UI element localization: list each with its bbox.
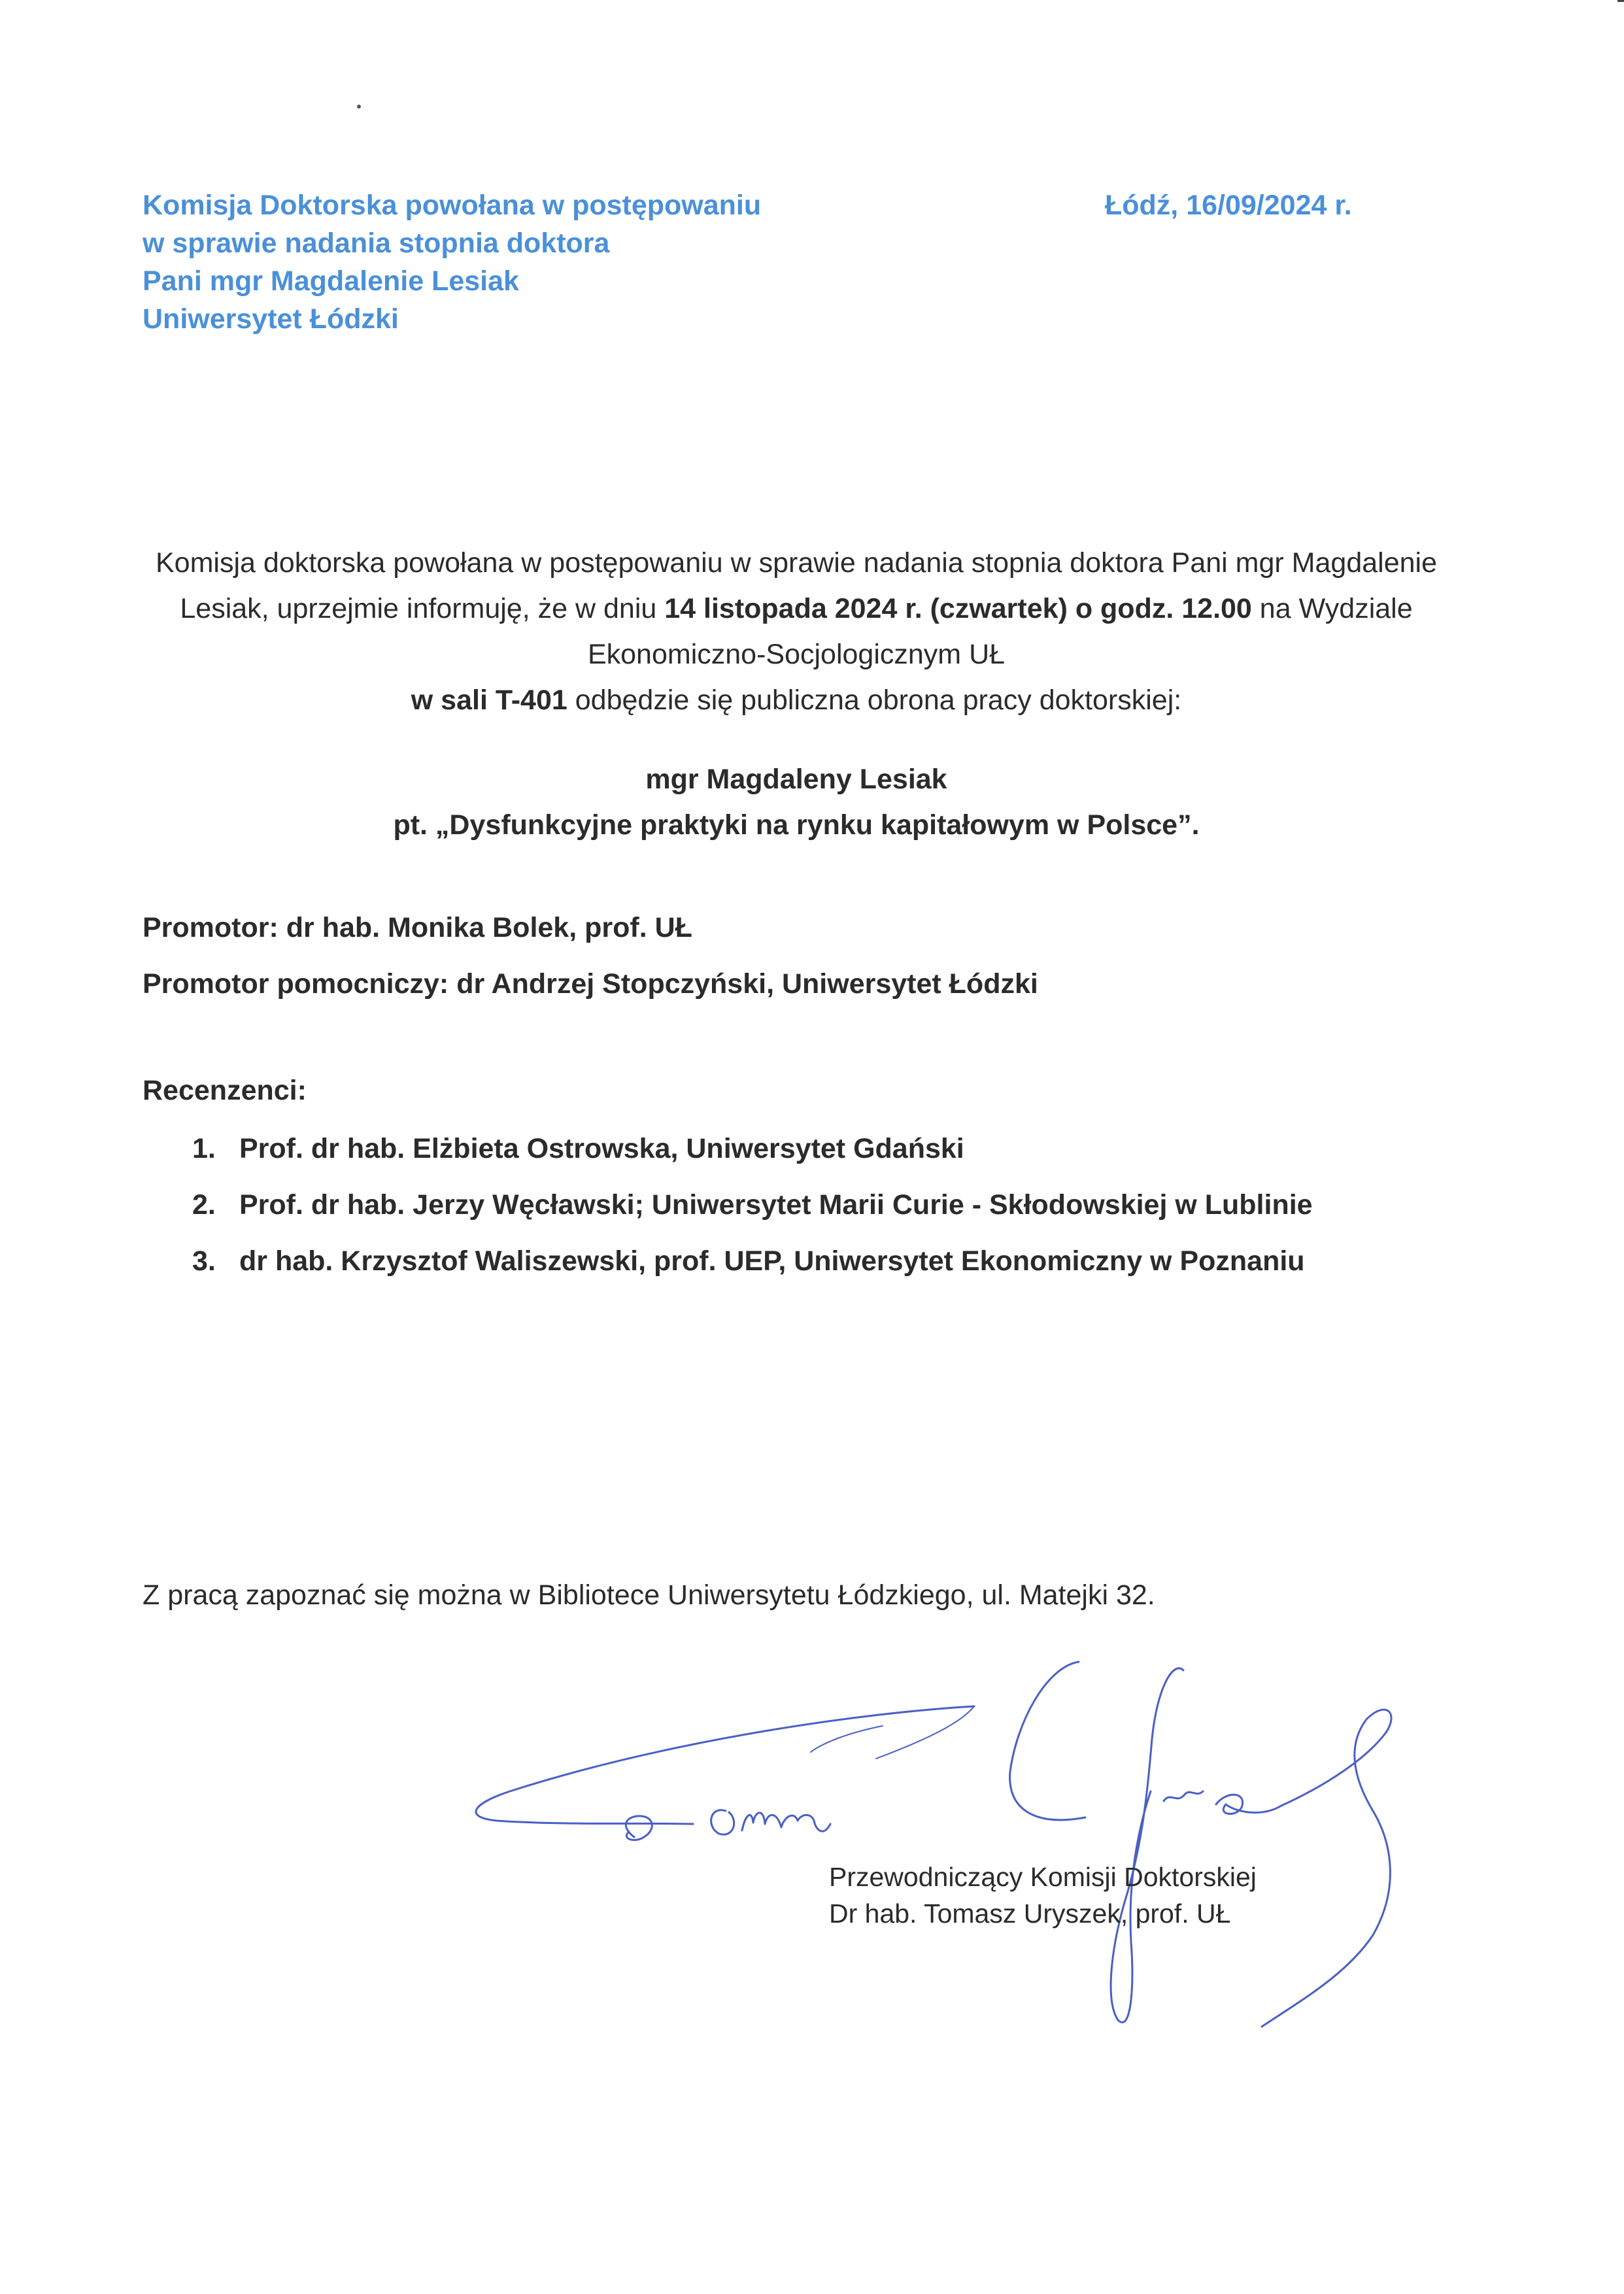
header-committee [143, 186, 927, 338]
thesis-candidate: mgr Magdaleny Lesiak [645, 764, 947, 795]
signature-stroke [476, 1706, 974, 1824]
signatory-name: Dr hab. Tomasz Uryszek, prof. UŁ [829, 1898, 1231, 1929]
reviewers-heading: Recenzenci: [143, 1075, 307, 1106]
library-note: Z pracą zapoznać się można w Bibliotece Uniwersytetu Łódzkiego, ul. Matejki 32. [143, 1579, 1155, 1611]
reviewer-text: dr hab. Krzysztof Waliszewski, prof. UEP, Uniwersytet Ekonomiczny w Poznaniu [239, 1245, 1305, 1277]
header-line: w sprawie nadania stopnia doktora [143, 228, 610, 259]
reviewer-number: 2. [192, 1189, 216, 1221]
intro-text: odbędzie się publiczna obrona pracy doktorskiej: [567, 684, 1182, 716]
header-line: Pani mgr Magdalenie Lesiak [143, 265, 519, 297]
intro-text: na Wydziale Ekonomiczno-Socjologicznym UŁ [587, 593, 1413, 670]
header-date: Łódź, 16/09/2024 r. [1105, 190, 1352, 221]
promotor: Promotor: dr hab. Monika Bolek, prof. UŁ [143, 912, 692, 943]
reviewer-text: Prof. dr hab. Jerzy Węcławski; Uniwersytet Marii Curie - Skłodowskiej w Lublinie [239, 1189, 1313, 1221]
signature-stroke [1010, 1662, 1085, 1820]
header-line: Uniwersytet Łódzki [143, 303, 399, 335]
intro-paragraph [143, 540, 1450, 723]
assistant-promotor: Promotor pomocniczy: dr Andrzej Stopczyński, Uniwersytet Łódzki [143, 968, 1038, 1000]
signature-stroke [742, 1813, 830, 1831]
signature-stroke [1216, 1795, 1281, 1813]
signature-caption [829, 1859, 1257, 1932]
scan-edge-mark [1617, 0, 1624, 2]
intro-text: Komisja doktorska powołana w postępowaniu w sprawie nadania stopnia doktora Pani mgr Magdalenie Lesiak, uprzejmie informuję, że w dniu [155, 547, 1438, 624]
signature-stroke [1262, 1710, 1391, 2027]
scan-dot [357, 105, 361, 109]
reviewer-item [143, 1121, 1416, 1177]
signature-stroke [1111, 1668, 1183, 2023]
signature-stroke [626, 1816, 652, 1840]
signature-stroke [711, 1810, 734, 1834]
intro-date: 14 listopada 2024 r. (czwartek) o godz. 12.00 [664, 593, 1252, 624]
reviewers-list [143, 1121, 1416, 1289]
reviewer-number: 3. [192, 1245, 216, 1277]
thesis-title: pt. „Dysfunkcyjne praktyki na rynku kapitałowym w Polsce”. [393, 809, 1200, 841]
reviewer-number: 1. [192, 1133, 216, 1164]
intro-room: w sali T-401 [411, 684, 567, 716]
reviewer-item [143, 1233, 1416, 1289]
signature-stroke [811, 1726, 883, 1752]
reviewer-text: Prof. dr hab. Elżbieta Ostrowska, Uniwersytet Gdański [239, 1133, 964, 1164]
signatory-title: Przewodniczący Komisji Doktorskiej [829, 1862, 1257, 1892]
thesis-block [143, 756, 1450, 848]
reviewer-item [143, 1177, 1416, 1233]
header-line: Komisja Doktorska powołana w postępowaniu [143, 190, 762, 221]
signature-stroke [1164, 1791, 1203, 1801]
promotors-block [143, 900, 1038, 1012]
